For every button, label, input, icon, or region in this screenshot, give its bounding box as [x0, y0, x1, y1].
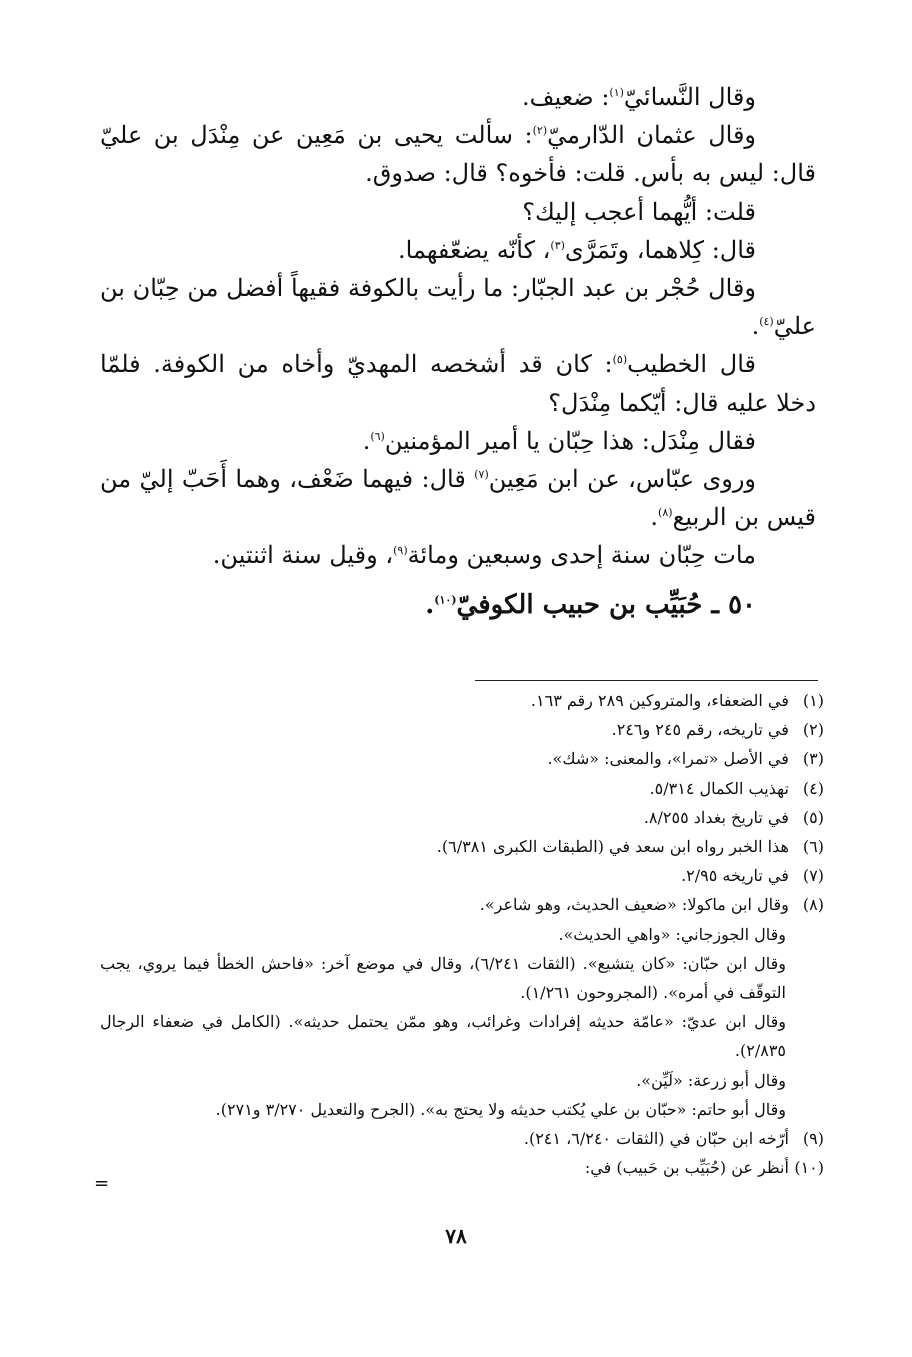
footnote-item: (٤) تهذيب الكمال ٥/٣١٤.	[649, 778, 824, 798]
footnote-subitem: وقال أبو حاتم: «حبّان بن علي يُكتب حديثه ولا يحتج به». (الجرح والتعديل ٣/٢٧٠ و٢٧١).	[215, 1099, 786, 1119]
footnote-ref: (٣)	[550, 238, 565, 252]
footnote-item: (٨) وقال ابن ماكولا: «ضعيف الحديث، وهو شاعر».	[479, 895, 824, 915]
footnote-ref: (٨)	[658, 506, 673, 520]
footnote-item: (٦) هذا الخبر رواه ابن سعد في (الطبقات الكبرى ٦/٣٨١).	[436, 837, 824, 857]
footnote-subitem: وقال الجوزجاني: «واهي الحديث».	[558, 924, 786, 944]
page-number: ٧٨	[445, 1224, 467, 1248]
footnote-ref: (١٠)	[434, 592, 457, 606]
entry-heading: ٥٠ ـ حُبَيِّب بن حبيب الكوفيّ$^{(١٠)}$.	[425, 589, 756, 620]
footnote-item: (٩) أرّخه ابن حبّان في (الثقات ٦/٢٤٠، ٢٤١).	[523, 1129, 824, 1149]
paragraph-nasai: وقال النَّسائيّ$^{(١)}$: ضعيف.	[522, 83, 756, 111]
footnotes	[100, 686, 824, 1182]
paragraph-answer: قال: كِلاهما، وتَمَرَّى$^{(٣)}$، كأنّه يضعّفهما.	[398, 235, 756, 264]
paragraph-hujr: وقال حُجْر بن عبد الجبّار: ما رأيت بالكوفة فقيهاً أفضل من حِبّان بن عليّ$^{(٤)}$.	[100, 274, 816, 341]
footnote-item: (٧) في تاريخه ٢/٩٥.	[681, 866, 824, 886]
footnote-item: (٣) في الأصل «تمرا»، والمعنى: «شك».	[547, 749, 824, 769]
footnote-ref: (٧)	[474, 468, 489, 482]
paragraph-abbas: وروى عبّاس، عن ابن مَعِين$^{(٧)}$ قال: فيهما ضَعْف، وهما أَحَبّ إليّ من قيس بن الربيع$^{(٨)}$.	[100, 465, 816, 532]
footnote-item: (١٠) أنظر عن (حُبَيِّب بن حَبيب) في:	[584, 1158, 824, 1178]
footnote-divider	[475, 680, 818, 681]
continuation-mark: =	[94, 1173, 110, 1194]
footnote-ref: (٤)	[759, 315, 774, 329]
footnote-ref: (٦)	[370, 429, 385, 443]
paragraph-death: مات حِبّان سنة إحدى وسبعين ومائة$^{(٩)}$، وقيل سنة اثنتين.	[212, 541, 756, 570]
footnote-item: (٥) في تاريخ بغداد ٨/٢٥٥.	[643, 807, 824, 827]
footnote-subitem: وقال ابن عديّ: «عامّة حديثه إفرادات وغرائب، وهو ممّن يحتمل حديثه». (الكامل في ضعفاء الرجال ٢/٨٣٥).	[100, 1012, 786, 1061]
paragraph-darimi: وقال عثمان الدّارميّ$^{(٢)}$: سألت يحيى بن مَعِين عن مِنْدَل بن عليّ قال: ليس به بأس. قلت: فأخوه؟ قال: صدوق.	[100, 121, 816, 188]
main-text	[100, 78, 816, 627]
footnote-ref: (٥)	[612, 353, 628, 367]
paragraph-mandal: فقال مِنْدَل: هذا حِبّان يا أمير المؤمنين$^{(٦)}$.	[362, 426, 756, 455]
footnote-ref: (٩)	[393, 544, 408, 558]
paragraph-question: قلت: أيُّهما أعجب إليك؟	[522, 197, 756, 226]
footnote-item: (١) في الضعفاء، والمتروكين ٢٨٩ رقم ١٦٣.	[530, 691, 824, 710]
footnote-subitem: وقال أبو زرعة: «لَيِّن».	[636, 1070, 786, 1090]
footnote-ref: (١)	[609, 86, 624, 99]
footnote-ref: (٢)	[532, 124, 548, 138]
footnote-item: (٢) في تاريخه، رقم ٢٤٥ و٢٤٦.	[611, 720, 824, 740]
footnote-subitem: وقال ابن حبّان: «كان يتشيع». (الثقات ٦/٢٤١)، وقال في موضع آخر: «فاحش الخطأ فيما يروي، يجب التوقّف في أمره». (المجروحون ١/٢٦١).	[100, 953, 786, 1003]
paragraph-khatib: قال الخطيب$^{(٥)}$: كان قد أشخصه المهديّ وأخاه من الكوفة. فلمّا دخلا عليه قال: أيّكما مِنْدَل؟	[100, 350, 816, 417]
